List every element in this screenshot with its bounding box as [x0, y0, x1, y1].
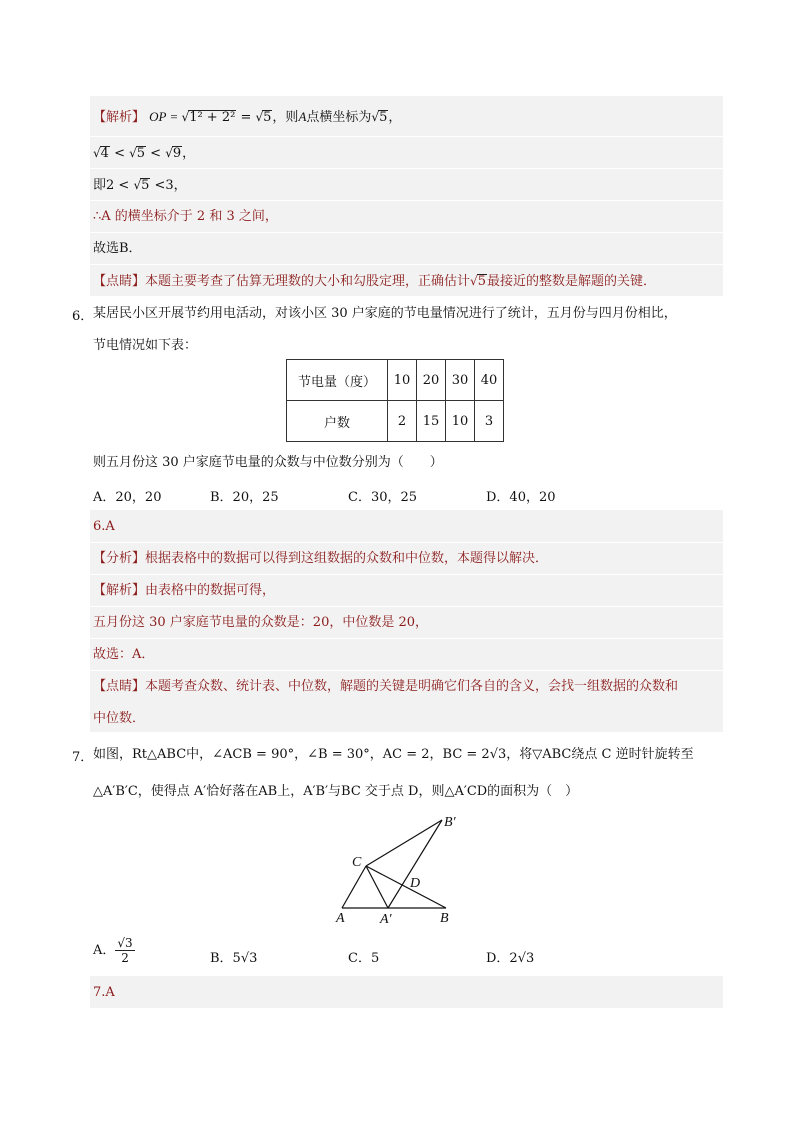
- denominator: 2: [121, 951, 129, 965]
- q5-analysis-line5: 故选B．: [93, 241, 142, 256]
- divider: [90, 606, 723, 607]
- q7-answer: 7.A: [93, 985, 115, 1000]
- solution-tag: 【解析】: [93, 583, 146, 598]
- table-cell: 30: [446, 360, 475, 401]
- comment-tag: 【点睛】: [93, 274, 146, 289]
- label-b: B: [440, 911, 449, 926]
- radicand: 9: [172, 146, 182, 161]
- divider: [90, 638, 723, 639]
- divider: [90, 542, 723, 543]
- table-cell: 户数: [287, 401, 388, 442]
- radicand: 5: [477, 274, 486, 289]
- table-cell: 2: [388, 401, 417, 442]
- q6-analysis: [93, 550, 548, 568]
- option-prefix: A．: [93, 943, 116, 958]
- radicand: 1² + 2²: [189, 110, 236, 125]
- text: 即2 <: [93, 178, 134, 193]
- analysis-tag: 【解析】: [93, 110, 146, 125]
- q6-stem-line2: 节电情况如下表：: [93, 338, 198, 353]
- q6-answer: 6.A: [93, 519, 115, 534]
- table-cell: 10: [446, 401, 475, 442]
- analysis-tag: 【分析】: [93, 551, 146, 566]
- q5-analysis-line1: 【解析】 OP = √1² + 2² = √5，则A点横坐标为√5，: [93, 109, 402, 125]
- divider: [90, 200, 723, 201]
- text: <: [146, 146, 166, 161]
- numerator: √3: [117, 936, 133, 950]
- q7-option-a: [93, 936, 135, 965]
- q7-option-b: B．5√3: [210, 951, 258, 966]
- label-a-prime: A′: [380, 912, 392, 927]
- q5-comment: 【点睛】本题主要考查了估算无理数的大小和勾股定理，正确估计√5最接近的整数是解题的关键．: [93, 274, 656, 289]
- divider: [90, 136, 723, 137]
- q6-number: 6．: [72, 309, 94, 324]
- q6-question: 则五月份这 30 户家庭节电量的众数与中位数分别为（ ）: [93, 455, 443, 470]
- radicand: 5: [136, 146, 146, 161]
- table-cell: 10: [388, 360, 417, 401]
- radicand: 5: [263, 110, 272, 125]
- label-c: C: [352, 855, 362, 870]
- radicand: 5: [379, 110, 388, 125]
- divider: [90, 232, 723, 233]
- q6-option-d: D．40，20: [486, 490, 556, 505]
- text: 点横坐标为: [306, 110, 372, 125]
- divider: [90, 670, 723, 671]
- q6-comment-line2: 中位数．: [93, 711, 146, 726]
- table-cell: 40: [475, 360, 504, 401]
- q6-solution: [93, 582, 275, 600]
- q5-analysis-line4: ∴A 的横坐标介于 2 和 3 之间，: [93, 209, 278, 224]
- radicand: 5: [141, 178, 150, 193]
- text: <: [109, 146, 130, 161]
- q7-number: 7．: [72, 750, 94, 765]
- q7-option-d: D．2√3: [486, 951, 535, 966]
- q6-comment: [93, 678, 678, 696]
- fraction: [115, 936, 134, 965]
- table-cell: 3: [475, 401, 504, 442]
- label-b-prime: B′: [444, 815, 456, 830]
- q6-stem-line1: 某居民小区开展节约用电活动，对该小区 30 户家庭的节电量情况进行了统计，五月份与四月份相比，: [93, 306, 677, 321]
- label-d: D: [410, 876, 421, 891]
- q7-option-c: C．5: [348, 951, 380, 966]
- radicand: 4: [100, 146, 109, 161]
- divider: [90, 574, 723, 575]
- text: 由表格中的数据可得，: [145, 583, 276, 598]
- q6-data-table: [286, 359, 504, 442]
- text: 最接近的整数是解题的关键．: [486, 274, 656, 289]
- text: 根据表格中的数据可以得到这组数据的众数和中位数，本题得以解决．: [145, 551, 549, 566]
- text: ，: [182, 146, 196, 161]
- q6-option-c: C．30，25: [348, 490, 418, 505]
- table-cell: 节电量（度）: [287, 360, 388, 401]
- q6-option-b: B．20，25: [210, 490, 279, 505]
- math-op: OP =: [149, 109, 182, 124]
- text: 本题考查众数、统计表、中位数，解题的关键是明确它们各自的含义，会找一组数据的众数和: [145, 679, 679, 694]
- triangle-figure: [330, 808, 470, 928]
- q7-solution-block: [90, 976, 723, 1008]
- math-eq: =: [236, 110, 256, 125]
- text: ，: [388, 110, 402, 125]
- q6-option-a: A．20，20: [93, 490, 162, 505]
- table-cell: 15: [417, 401, 446, 442]
- table-cell: 20: [417, 360, 446, 401]
- comment-tag: 【点睛】: [93, 679, 146, 694]
- divider: [90, 264, 723, 265]
- table-row: [287, 360, 504, 401]
- q7-stem-line2: △A′B′C，使得点 A′恰好落在AB上，A′B′与BC 交于点 D，则△A′CD的面积为（ ）: [93, 784, 579, 799]
- divider: [90, 168, 723, 169]
- q5-analysis-line3: 即2 < √5 <3，: [93, 178, 187, 193]
- q6-solution-line3: 故选：A．: [93, 647, 155, 662]
- text: <3，: [150, 178, 187, 193]
- q5-analysis-line2: √4 < √5 < √9，: [93, 146, 196, 161]
- q7-stem-line1: 如图，Rt△ABC中，∠ACB = 90°，∠B = 30°，AC = 2，BC = 2√3，将▽ABC绕点 C 逆时针旋转至: [93, 747, 694, 762]
- text: 本题主要考查了估算无理数的大小和勾股定理，正确估计: [145, 274, 471, 289]
- math-var: A: [298, 109, 307, 124]
- table-row: [287, 401, 504, 442]
- label-a: A: [336, 911, 345, 926]
- q6-solution-line2: 五月份这 30 户家庭节电量的众数是：20，中位数是 20，: [93, 615, 429, 630]
- text: ，则: [272, 110, 299, 125]
